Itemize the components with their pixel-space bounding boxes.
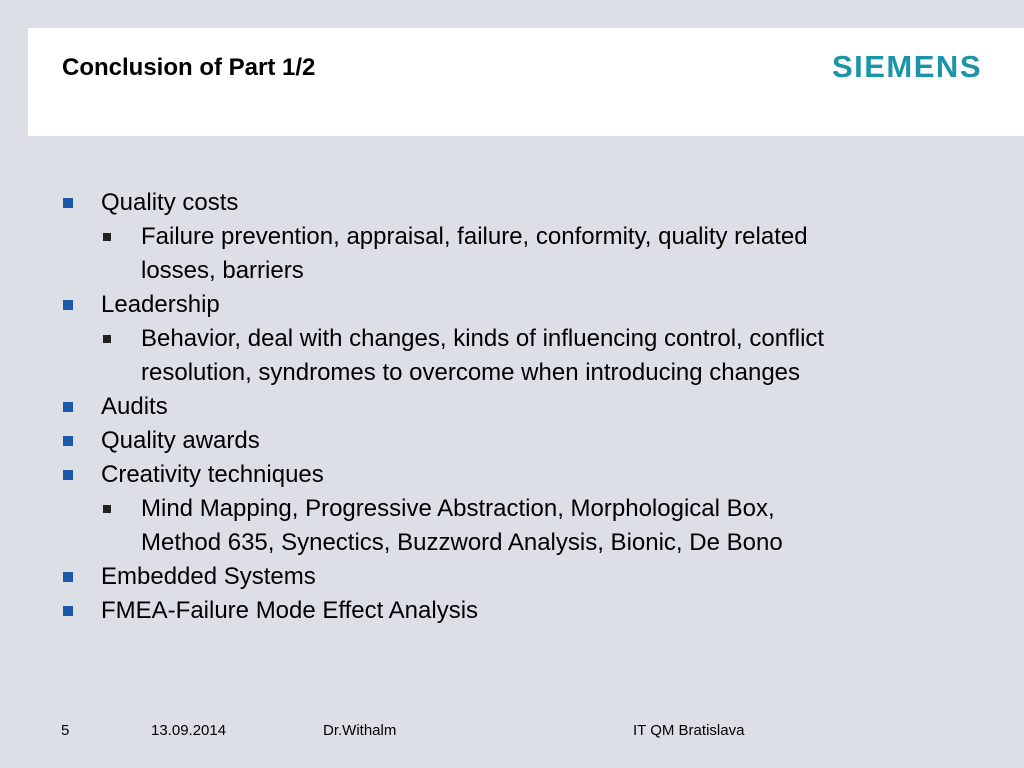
square-bullet-icon (63, 402, 73, 412)
square-bullet-icon (63, 300, 73, 310)
bullet-item (0, 560, 1024, 594)
slide-header (28, 28, 1024, 136)
sub-bullet-text: Failure prevention, appraisal, failure, conformity, quality related losses, barriers (141, 223, 808, 284)
bullet-text: Leadership (101, 291, 220, 318)
bullet-item (0, 424, 1024, 458)
bullet-text: Quality awards (101, 427, 260, 454)
footer-organization: IT QM Bratislava (633, 722, 745, 739)
footer-date: 13.09.2014 (151, 722, 227, 739)
square-bullet-icon (63, 470, 73, 480)
sub-bullet-item (0, 220, 831, 288)
bullet-text: FMEA-Failure Mode Effect Analysis (101, 597, 479, 624)
bullet-item (0, 594, 1024, 628)
page-number: 5 (61, 722, 70, 739)
siemens-logo: SIEMENS (831, 49, 982, 84)
bullet-item (0, 390, 1024, 424)
square-bullet-icon (63, 198, 73, 208)
sub-bullet-text: Behavior, deal with changes, kinds of influencing control, conflict resolution, syndromes to overcome when introducing changes (141, 325, 825, 386)
square-bullet-icon (103, 505, 111, 513)
square-bullet-icon (63, 606, 73, 616)
bullet-text: Creativity techniques (101, 461, 324, 488)
bullet-list (0, 186, 1024, 628)
sub-bullet-item (0, 322, 831, 390)
bullet-text: Quality costs (101, 189, 239, 216)
square-bullet-icon (103, 233, 111, 241)
slide-title: Conclusion of Part 1/2 (62, 54, 316, 81)
bullet-item (0, 186, 1024, 220)
sub-bullet-item (0, 492, 831, 560)
square-bullet-icon (103, 335, 111, 343)
square-bullet-icon (63, 572, 73, 582)
bullet-item (0, 458, 1024, 492)
bullet-item (0, 288, 1024, 322)
bullet-text: Embedded Systems (101, 563, 316, 590)
square-bullet-icon (63, 436, 73, 446)
sub-bullet-text: Mind Mapping, Progressive Abstraction, Morphological Box, Method 635, Synectics, Buzzword Analysis, Bionic, De Bono (141, 495, 783, 556)
bullet-text: Audits (101, 393, 168, 420)
footer-author: Dr.Withalm (323, 722, 397, 739)
